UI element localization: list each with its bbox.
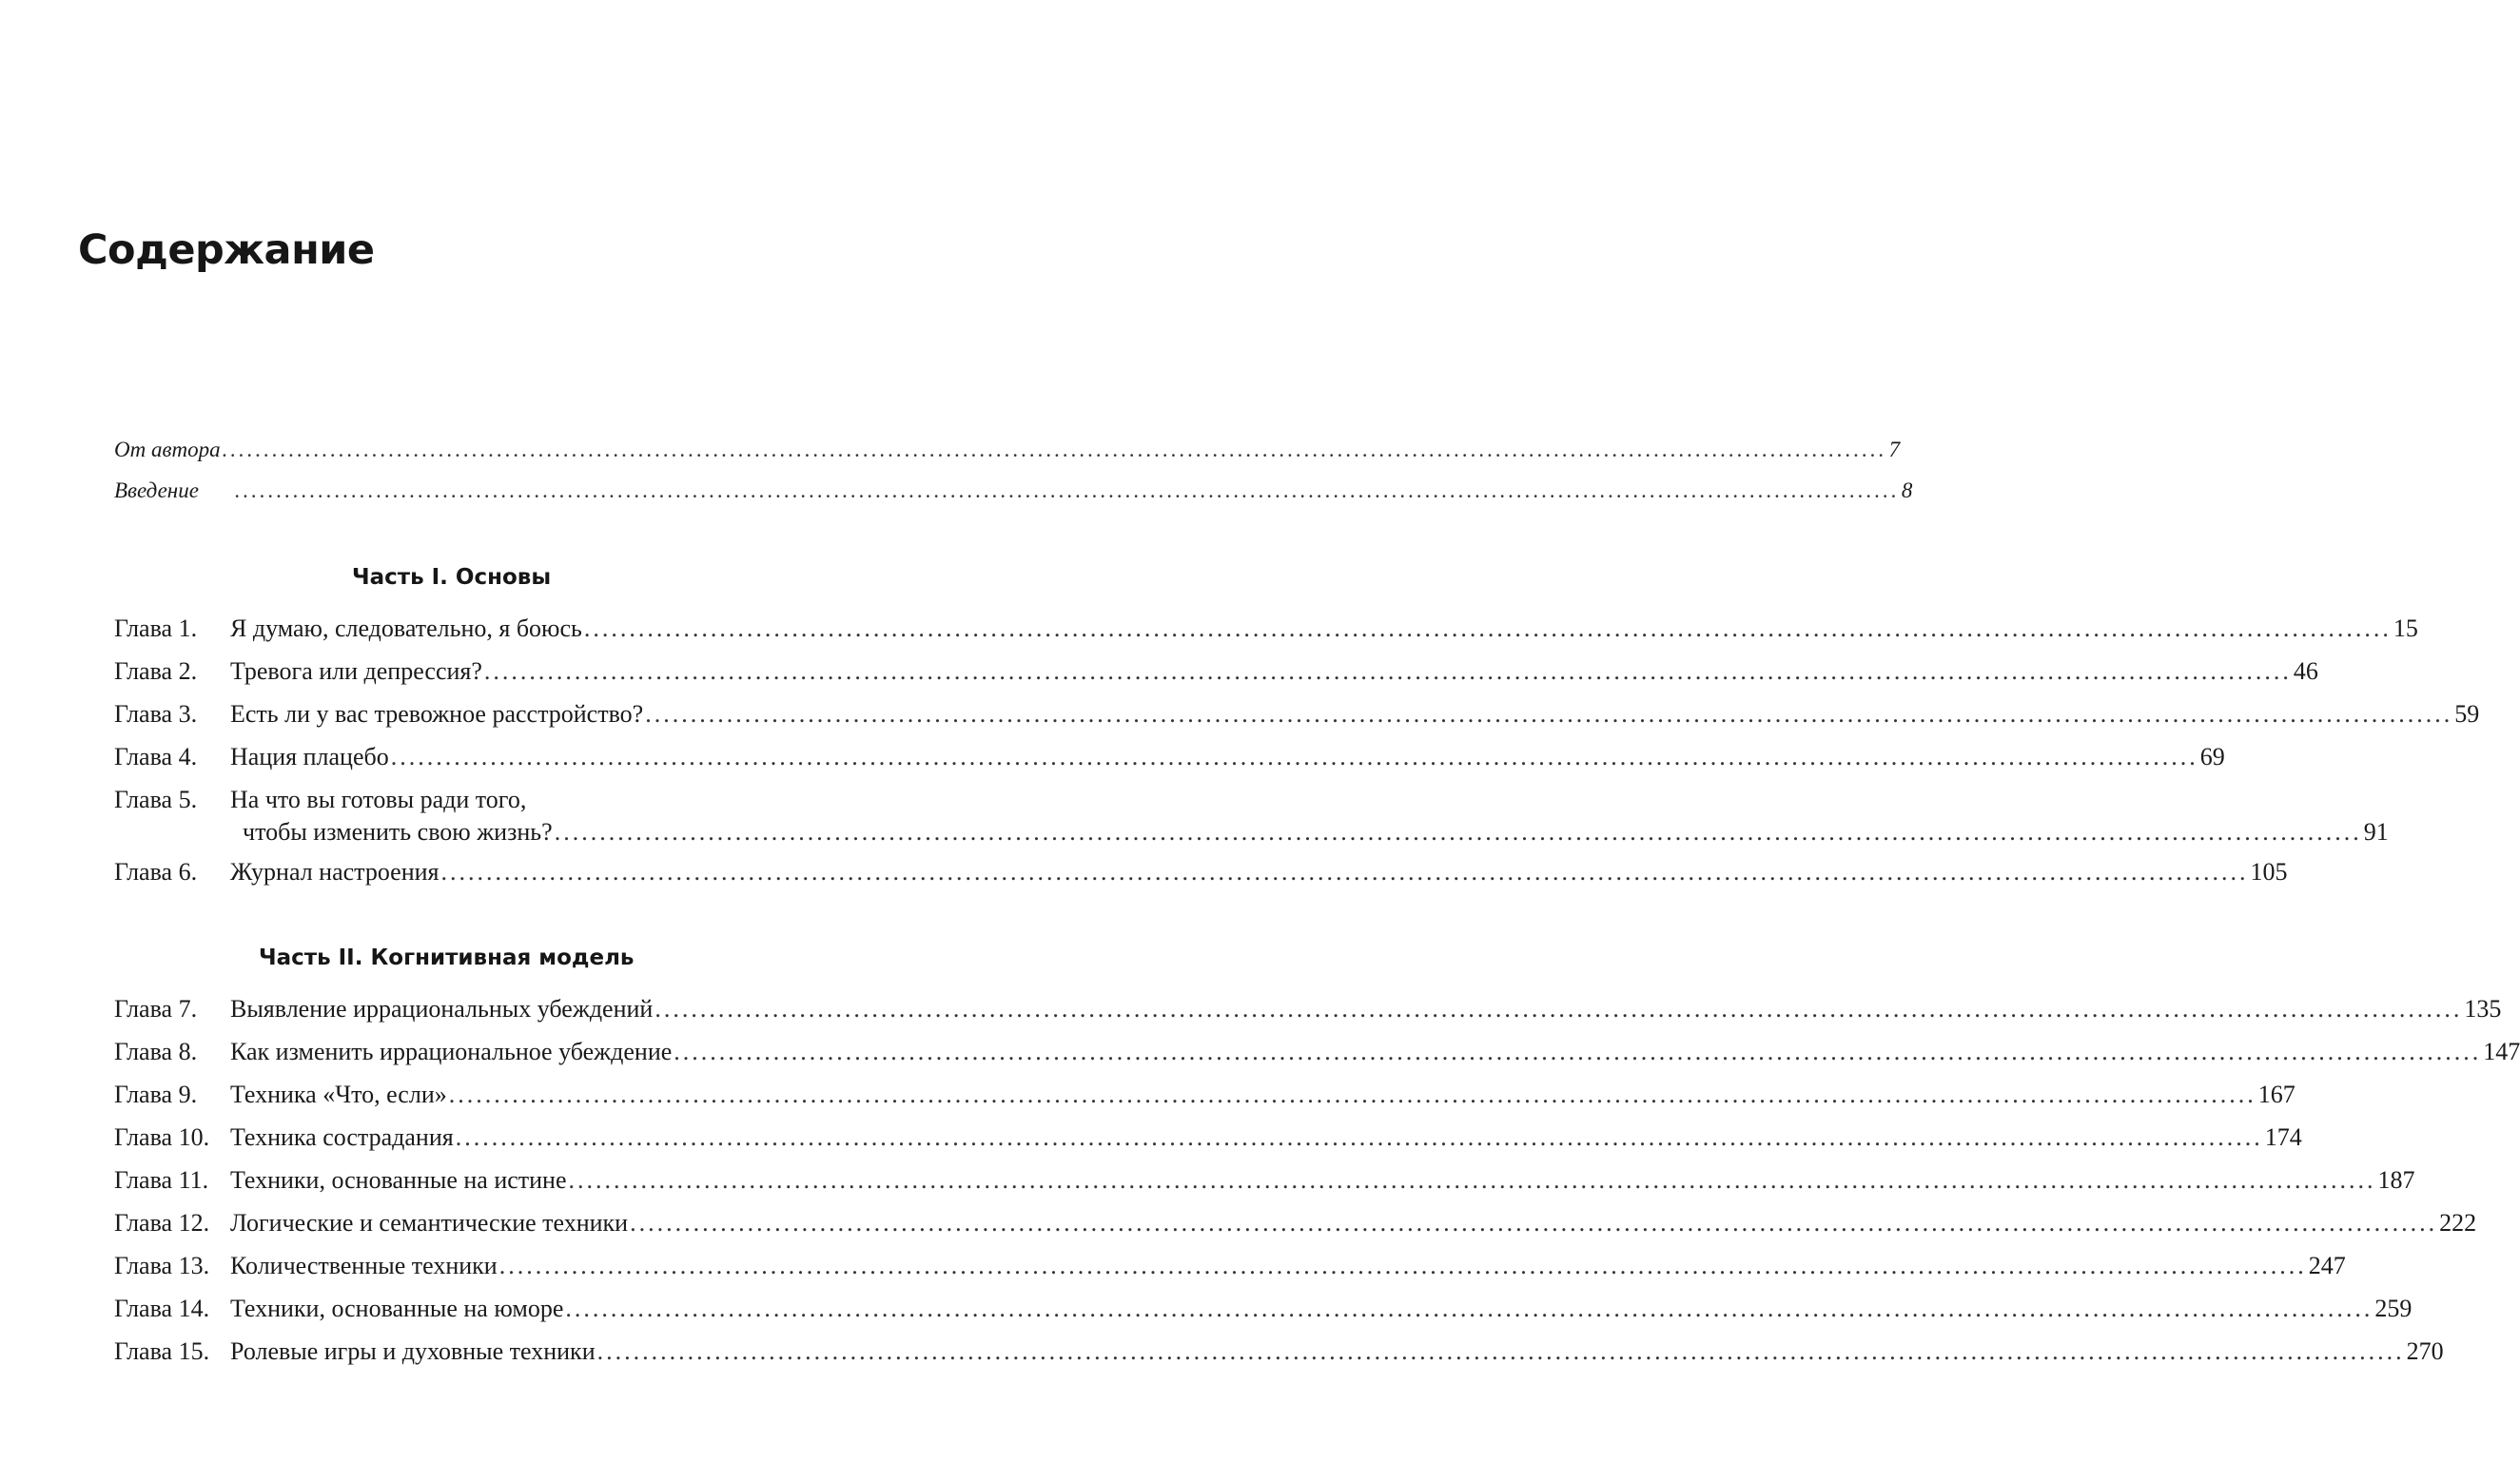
entry-title: Техники, основанные на истине — [230, 1166, 567, 1194]
part-heading-2: Часть II. Когнитивная модель — [259, 946, 635, 970]
leader-dots: ........................................................................................................................................................................................................ — [630, 1209, 2438, 1237]
entry-title: Логические и семантические техники — [230, 1209, 629, 1237]
toc-entry — [114, 1121, 2302, 1154]
entry-title: Ролевые игры и духовные техники — [230, 1337, 596, 1365]
page-title: Содержание — [78, 226, 375, 274]
toc-entry-introduction — [114, 478, 1913, 503]
entry-page: 147 — [2483, 1038, 2520, 1065]
chapter-number: Глава 5. — [114, 786, 198, 813]
leader-dots: ........................................................................................................................................................................................................ — [390, 743, 2198, 770]
leader-dots: ........................................................................................................................................................................................................ — [654, 995, 2463, 1023]
toc-entry — [114, 784, 2389, 848]
toc-entry — [114, 1207, 2477, 1239]
entry-page: 105 — [2250, 858, 2288, 886]
toc-entry — [114, 1336, 2444, 1368]
toc-entry — [114, 993, 2502, 1025]
entry-title: Выявление иррациональных убеждений — [230, 995, 654, 1023]
chapter-number: Глава 10. — [114, 1123, 210, 1151]
entry-page: 15 — [2393, 614, 2418, 642]
leader-dots: ........................................................................................................................................................................................................ — [596, 1337, 2405, 1365]
leader-dots: ........................................................................................................................................................................................................ — [440, 858, 2249, 886]
entry-page: 187 — [2377, 1166, 2415, 1194]
chapter-number: Глава 1. — [114, 614, 198, 642]
leader-dots: ........................................................................................................................................................................................................ — [583, 614, 2392, 642]
leader-dots: ........................................................................................................................................................................................................ — [455, 1123, 2263, 1151]
chapter-number: Глава 8. — [114, 1038, 198, 1065]
toc-entry — [114, 856, 2288, 888]
entry-page: 174 — [2264, 1123, 2302, 1151]
entry-page: 7 — [1888, 438, 1901, 461]
entry-title: Есть ли у вас тревожное расстройство? — [230, 700, 644, 728]
chapter-number: Глава 7. — [114, 995, 198, 1023]
toc-entry — [114, 741, 2225, 773]
toc-entry — [114, 613, 2418, 645]
entry-title: Техника сострадания — [230, 1123, 454, 1151]
toc-entry-from-author — [114, 438, 1901, 462]
toc-entry — [114, 1293, 2413, 1325]
entry-page: 91 — [2363, 818, 2389, 846]
entry-title: На что вы готовы ради того, — [230, 786, 527, 813]
entry-title-continued: чтобы изменить свою жизнь? — [243, 818, 553, 846]
toc-entry — [114, 1079, 2295, 1111]
chapter-number: Глава 14. — [114, 1295, 210, 1322]
leader-dots: ........................................................................................................................................................................................................ — [483, 657, 2292, 685]
entry-page: 270 — [2406, 1337, 2444, 1365]
leader-dots: ........................................................................................................................................................................................................ — [222, 438, 1887, 461]
leader-dots: ........................................................................................................................................................................................................ — [554, 818, 2362, 846]
toc-entry — [114, 698, 2480, 731]
chapter-number: Глава 4. — [114, 743, 198, 770]
chapter-number: Глава 11. — [114, 1166, 209, 1194]
entry-title: Количественные техники — [230, 1252, 498, 1279]
entry-title: Тревога или депрессия? — [230, 657, 482, 685]
entry-page: 135 — [2464, 995, 2502, 1023]
toc-entry — [114, 1164, 2415, 1197]
entry-title: Нация плацебо — [230, 743, 389, 770]
chapter-number: Глава 3. — [114, 700, 198, 728]
entry-title: Как изменить иррациональное убеждение — [230, 1038, 673, 1065]
chapter-number: Глава 6. — [114, 858, 198, 886]
toc-entry — [114, 655, 2318, 688]
entry-page: 247 — [2308, 1252, 2346, 1279]
leader-dots: ........................................................................................................................................................................................................ — [674, 1038, 2482, 1065]
chapter-number: Глава 12. — [114, 1209, 210, 1237]
leader-dots: ........................................................................................................................................................................................................ — [234, 478, 1900, 502]
leader-dots: ........................................................................................................................................................................................................ — [565, 1295, 2373, 1322]
entry-page: 59 — [2454, 700, 2480, 728]
chapter-number: Глава 15. — [114, 1337, 210, 1365]
chapter-number: Глава 2. — [114, 657, 198, 685]
chapter-number: Глава 9. — [114, 1081, 198, 1108]
entry-page: 8 — [1901, 478, 1913, 502]
leader-dots: ........................................................................................................................................................................................................ — [568, 1166, 2376, 1194]
entry-title: Введение — [114, 478, 199, 502]
entry-title: Я думаю, следовательно, я боюсь — [230, 614, 582, 642]
toc-entry — [114, 1036, 2520, 1068]
entry-title: Техники, основанные на юморе — [230, 1295, 564, 1322]
entry-page: 69 — [2199, 743, 2225, 770]
leader-dots: ........................................................................................................................................................................................................ — [498, 1252, 2307, 1279]
part-heading-1: Часть I. Основы — [352, 565, 552, 590]
leader-dots: ........................................................................................................................................................................................................ — [645, 700, 2453, 728]
entry-title: Техника «Что, если» — [230, 1081, 447, 1108]
entry-title: Журнал настроения — [230, 858, 440, 886]
entry-page: 167 — [2257, 1081, 2295, 1108]
entry-page: 46 — [2293, 657, 2318, 685]
leader-dots: ........................................................................................................................................................................................................ — [448, 1081, 2256, 1108]
entry-page: 259 — [2374, 1295, 2413, 1322]
toc-entry — [114, 1250, 2346, 1282]
entry-page: 222 — [2439, 1209, 2477, 1237]
entry-title: От автора — [114, 438, 221, 461]
chapter-number: Глава 13. — [114, 1252, 210, 1279]
